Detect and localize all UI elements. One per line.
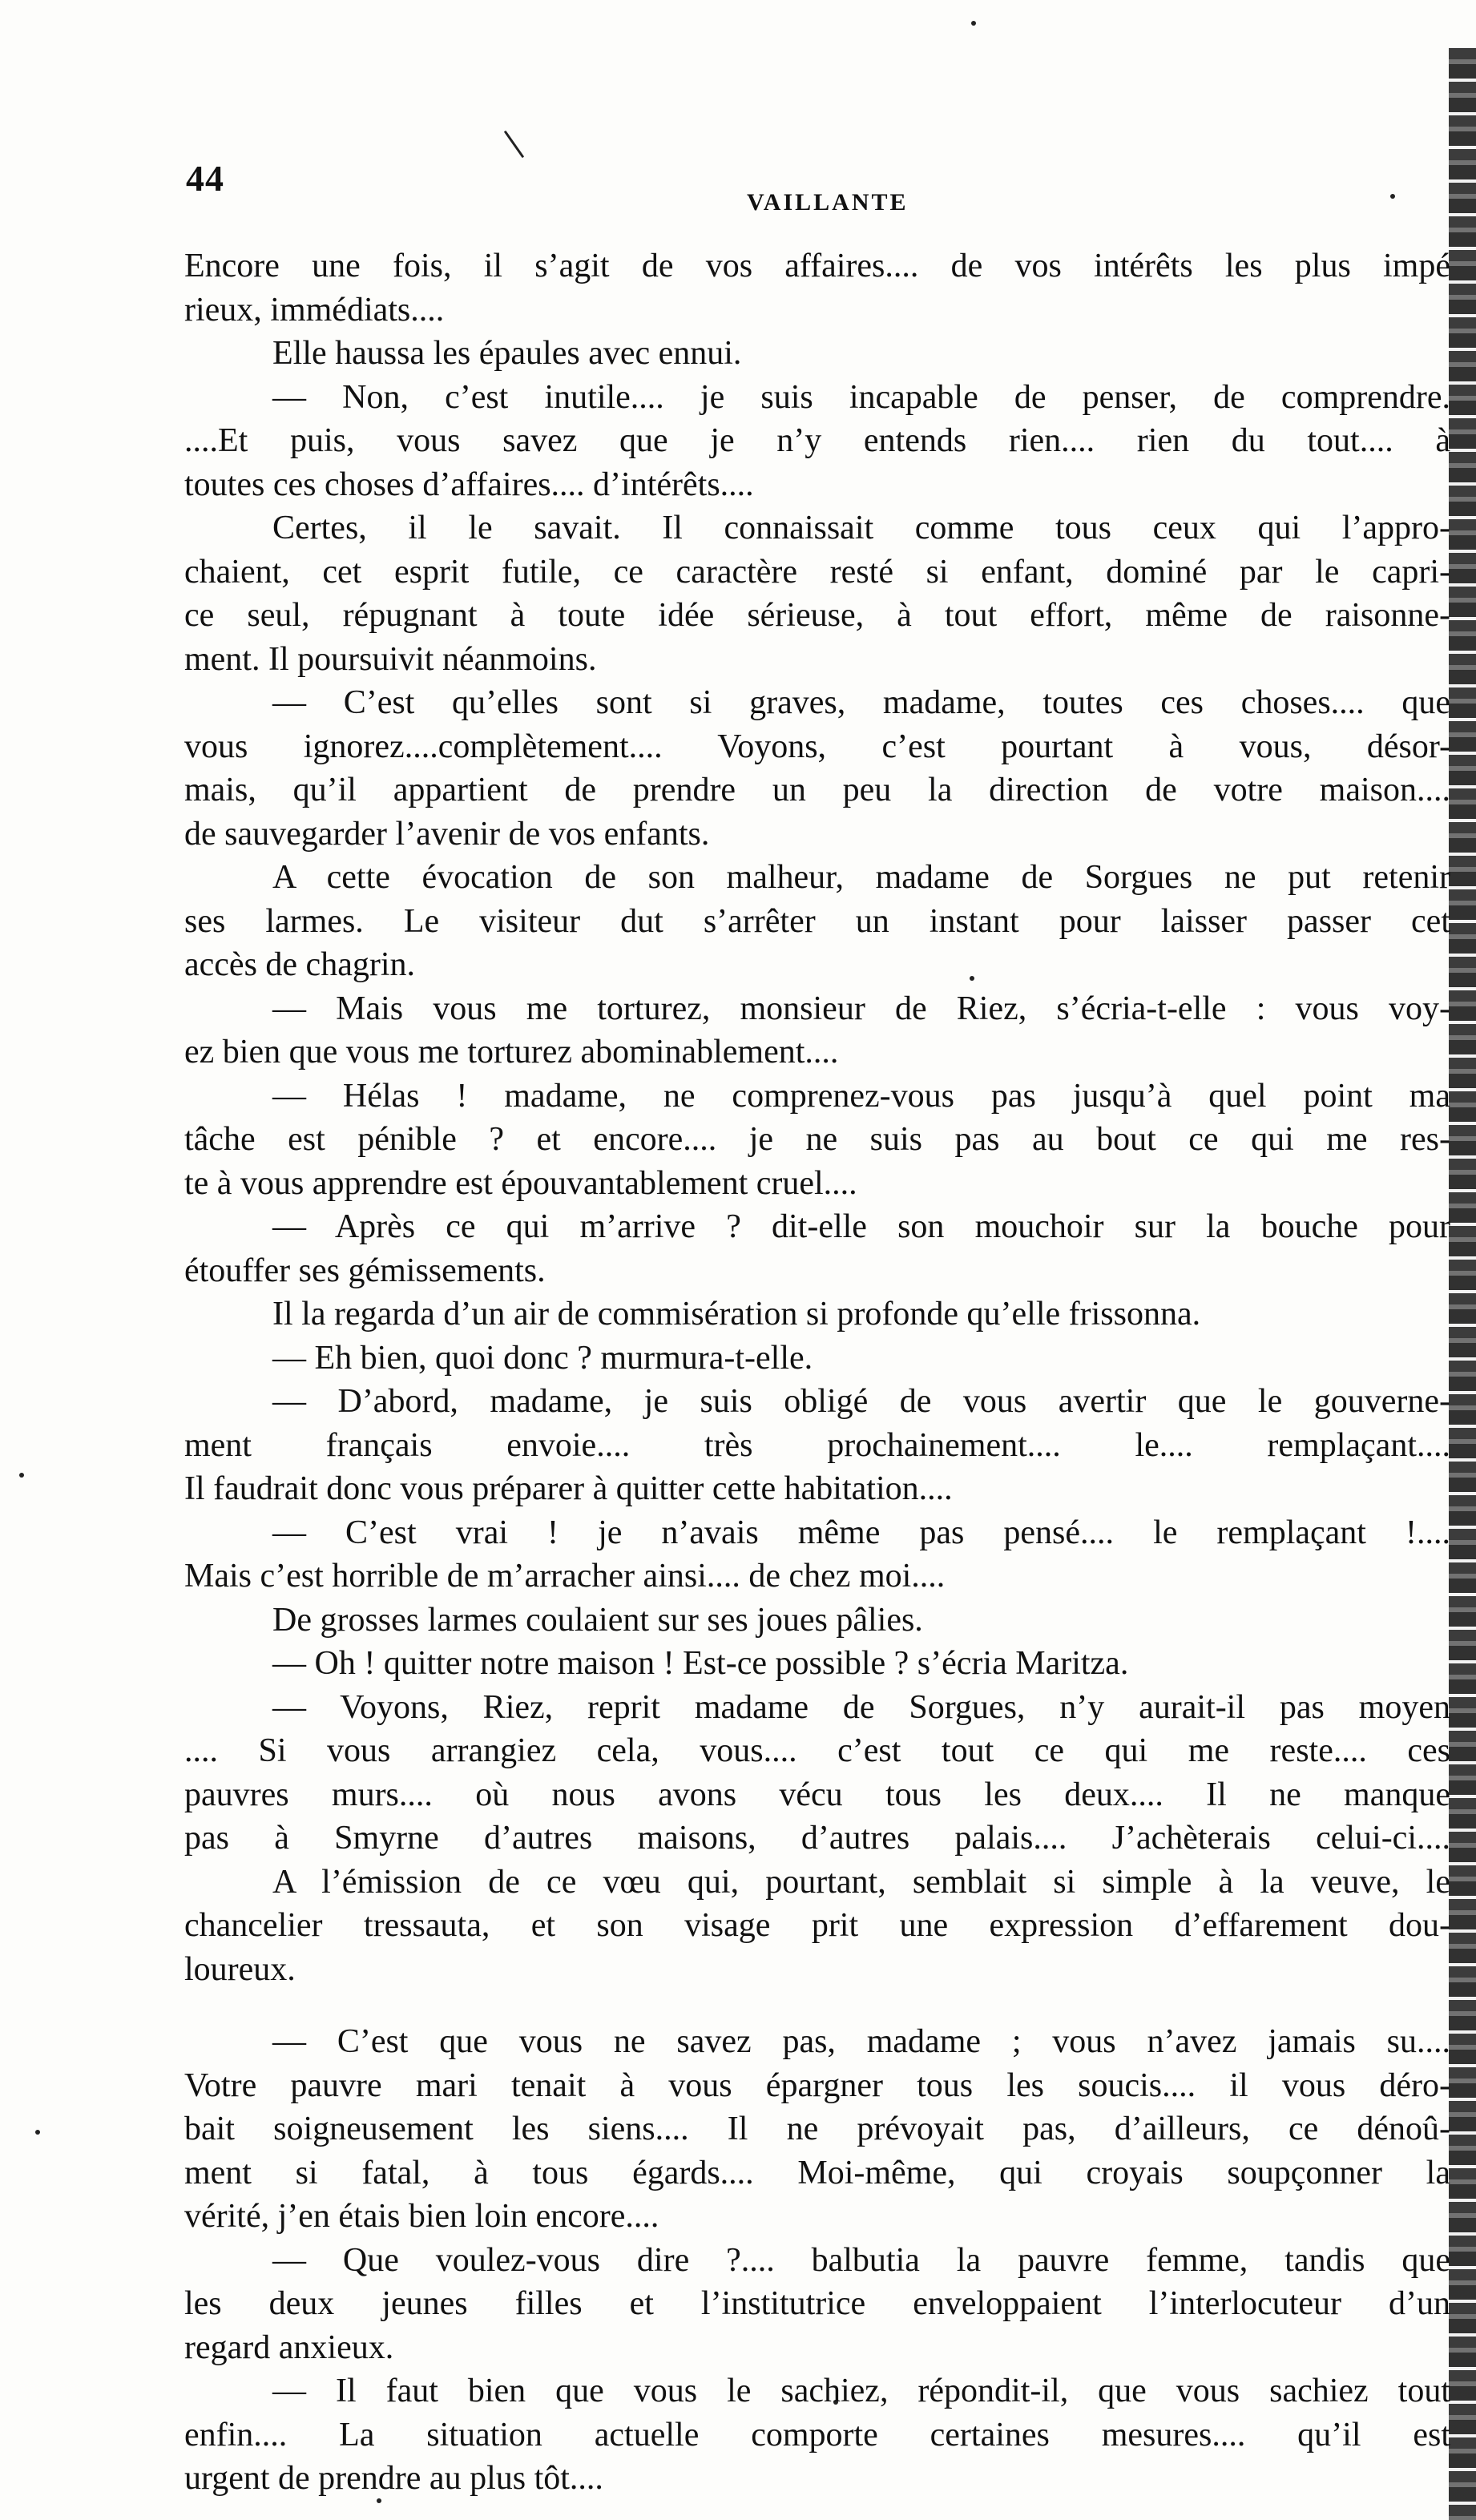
text-line: mais, qu’il appartient de prendre un peu la direction de votre maison.... (184, 772, 1450, 808)
text-line: ment français envoie.... très prochainement.... le.... remplaçant.... (184, 1426, 1450, 1464)
text-line: Il la regarda d’un air de commisération si profonde qu’elle frissonna. (272, 1296, 1201, 1333)
text-line: regard anxieux. (184, 2328, 394, 2366)
text-line: Votre pauvre mari tenait à vous épargner tous les soucis.... il vous déro- (184, 2066, 1450, 2104)
text-line: ce seul, répugnant à toute idée sérieuse, à tout effort, même de raisonne- (184, 597, 1450, 634)
text-line: — Après ce qui m’arrive ? dit-elle son mouchoir sur la bouche pour (272, 1208, 1450, 1245)
text-line: — Que voulez-vous dire ?.... balbutia la pauvre femme, tandis que (272, 2241, 1450, 2279)
text-line: — Il faut bien que vous le sachiez, répondit-il, que vous sachiez tout (272, 2373, 1450, 2409)
text-line: loureux. (184, 1950, 296, 1988)
text-line: Mais c’est horrible de m’arracher ainsi.... de chez moi.... (184, 1558, 946, 1595)
text-line: A cette évocation de son malheur, madame de Sorgues ne put retenir (272, 859, 1450, 896)
text-line: chancelier tressauta, et son visage prit une expression d’effarement dou- (184, 1907, 1450, 1944)
text-line: ment si fatal, à tous égards.... Moi-même, qui croyais soupçonner la (184, 2154, 1450, 2191)
page-edge-scan-artifact (1449, 48, 1476, 2520)
text-line: chaient, cet esprit futile, ce caractère resté si enfant, dominé par le capri- (184, 553, 1450, 591)
text-line: vous ignorez....complètement.... Voyons, c’est pourtant à vous, désor- (184, 728, 1450, 765)
ink-speck (19, 1473, 24, 1478)
text-line: De grosses larmes coulaient sur ses joues pâlies. (272, 1601, 923, 1639)
text-line: — Voyons, Riez, reprit madame de Sorgues, n’y aurait-il pas moyen (272, 1688, 1450, 1726)
text-line: tâche est pénible ? et encore.... je ne suis pas au bout ce qui me res- (184, 1121, 1450, 1158)
text-line: toutes ces choses d’affaires.... d’intérêts.... (184, 466, 754, 503)
text-line: étouffer ses gémissements. (184, 1252, 546, 1289)
text-line: A l’émission de ce vœu qui, pourtant, semblait si simple à la veuve, le (272, 1863, 1450, 1901)
text-line: pauvres murs.... où nous avons vécu tous les deux.... Il ne manque (184, 1776, 1450, 1813)
text-line: les deux jeunes filles et l’institutrice enveloppaient l’interlocuteur d’un (184, 2285, 1450, 2322)
text-line: te à vous apprendre est épouvantablement cruel.... (184, 1164, 857, 1202)
page-number: 44 (186, 158, 224, 199)
text-line: — D’abord, madame, je suis obligé de vous avertir que le gouverne- (272, 1383, 1450, 1420)
text-line: — Mais vous me torturez, monsieur de Riez, s’écria-t-elle : vous voy- (272, 990, 1450, 1027)
text-line: rieux, immédiats.... (184, 291, 445, 329)
text-line: Il faudrait donc vous préparer à quitter cette habitation.... (184, 1470, 953, 1507)
running-head: VAILLANTE (747, 189, 909, 216)
page-header (186, 157, 1444, 216)
text-line: ez bien que vous me torturez abominablement.... (184, 1034, 839, 1070)
text-line: Elle haussa les épaules avec ennui. (272, 335, 742, 372)
text-line: ment. Il poursuivit néanmoins. (184, 640, 597, 678)
text-line: Encore une fois, il s’agit de vos affaires.... de vos intérêts les plus impé (184, 248, 1450, 284)
body-text (184, 244, 1450, 2501)
text-line: pas à Smyrne d’autres maisons, d’autres palais.... J’achèterais celui-ci.... (184, 1820, 1450, 1857)
text-line: — Non, c’est inutile.... je suis incapable de penser, de comprendre. (272, 378, 1450, 416)
ink-speck (971, 21, 976, 26)
text-line: .... Si vous arrangiez cela, vous.... c’est tout ce qui me reste.... ces (184, 1732, 1450, 1769)
text-line: enfin.... La situation actuelle comporte certaines mesures.... qu’il est (184, 2416, 1450, 2453)
text-line: — Oh ! quitter notre maison ! Est-ce possible ? s’écria Maritza. (272, 1645, 1129, 1682)
text-line: ....Et puis, vous savez que je n’y entends rien.... rien du tout.... à (184, 422, 1450, 459)
ink-speck (35, 2130, 40, 2135)
text-line: — C’est que vous ne savez pas, madame ; vous n’avez jamais su.... (272, 2023, 1450, 2060)
text-line: Certes, il le savait. Il connaissait comme tous ceux qui l’appro- (272, 510, 1450, 546)
text-line: de sauvegarder l’avenir de vos enfants. (184, 815, 710, 853)
text-line: urgent de prendre au plus tôt.... (184, 2460, 603, 2497)
text-line: bait soigneusement les siens.... Il ne prévoyait pas, d’ailleurs, ce dénoû- (184, 2111, 1450, 2147)
text-line: — Hélas ! madame, ne comprenez-vous pas jusqu’à quel point ma (272, 1077, 1450, 1115)
text-line: vérité, j’en étais bien loin encore.... (184, 2198, 659, 2235)
text-line: ses larmes. Le visiteur dut s’arrêter un instant pour laisser passer cet (184, 902, 1450, 940)
ink-speck (504, 131, 524, 158)
text-line: accès de chagrin. (184, 946, 415, 983)
text-line: — C’est vrai ! je n’avais même pas pensé.... le remplaçant !.... (272, 1514, 1450, 1551)
text-line: — Eh bien, quoi donc ? murmura-t-elle. (272, 1339, 813, 1377)
text-line: — C’est qu’elles sont si graves, madame, toutes ces choses.... que (272, 684, 1450, 721)
